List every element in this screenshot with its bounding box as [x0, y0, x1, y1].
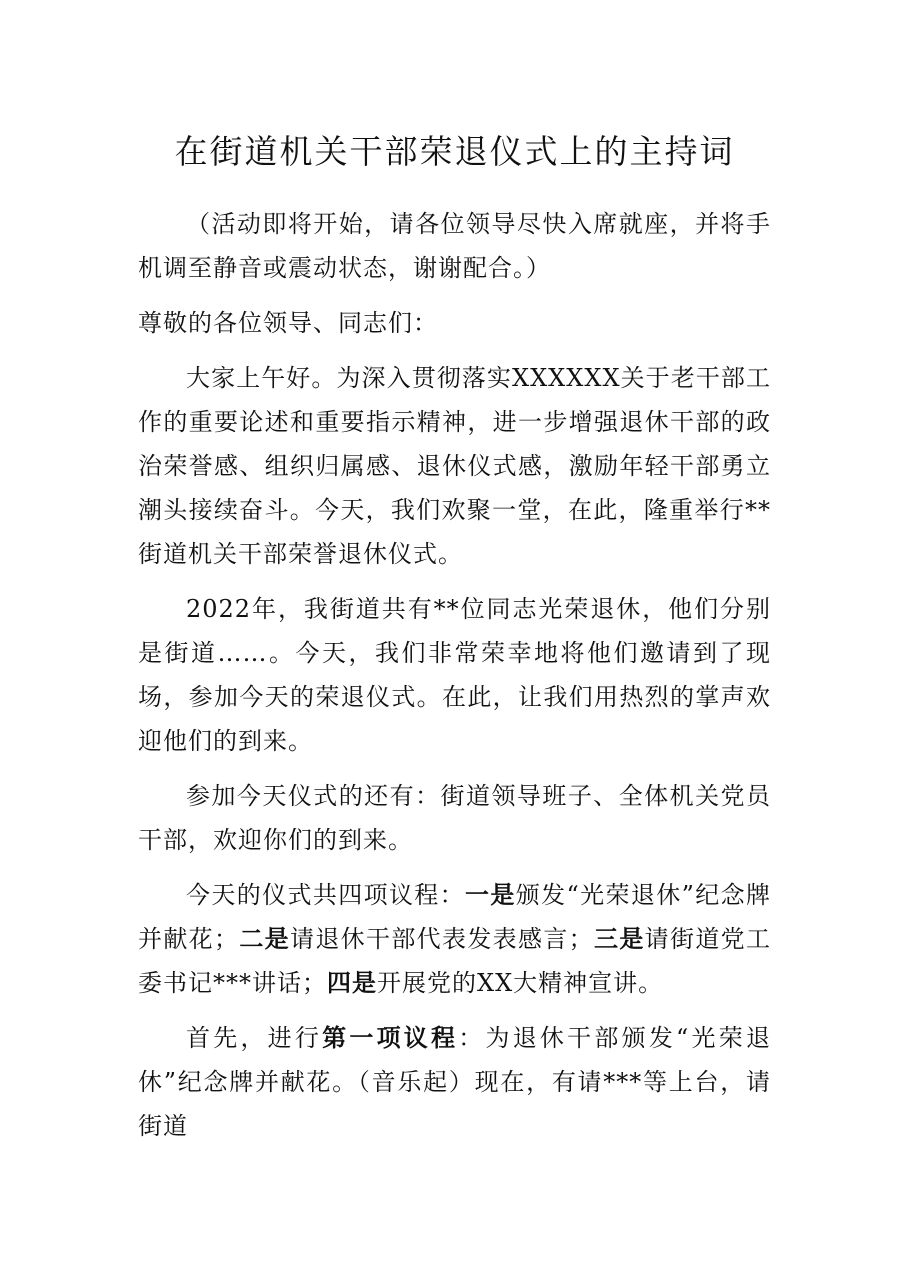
first-item-text: ：为退休干部颁发“光荣退休”纪念牌并献花。（音乐起）现在，有请***等上台，请街道 [138, 1024, 771, 1140]
agenda-item-3-label: 三是 [593, 924, 645, 953]
first-agenda-paragraph [138, 1016, 771, 1148]
agenda-item-3-text: 请街道党工委书记***讲话； [138, 925, 772, 997]
stage-note: （活动即将开始，请各位领导尽快入席就座，并将手机调至静音或震动状态，谢谢配合。） [138, 210, 771, 282]
salutation: 尊敬的各位领导、同志们： [138, 309, 438, 337]
agenda-paragraph [138, 873, 771, 1005]
document-title: 在街道机关干部荣退仪式上的主持词 [174, 132, 735, 171]
opening-paragraph: 大家上午好。为深入贯彻落实XXXXXX关于老干部工作的重要论述和重要指示精神，进一步增强退休干部的政治荣誉感、组织归属感、退休仪式感，激励年轻干部勇立潮头接续奋斗。今天，我们欢聚一堂，在此，隆重举行**街道机关干部荣誉退休仪式。 [138, 364, 771, 568]
agenda-item-1-text: 颁发“光荣退休”纪念牌并献花； [138, 881, 772, 953]
retirees-paragraph: 2022年，我街道共有**位同志光荣退休，他们分别是街道……。今天，我们非常荣幸地将他们邀请到了现场，参加今天的荣退仪式。在此，让我们用热烈的掌声欢迎他们的到来。 [138, 595, 771, 755]
attendees-paragraph: 参加今天仪式的还有：街道领导班子、全体机关党员干部，欢迎你们的到来。 [138, 782, 771, 854]
first-item-label: 第一项议程 [322, 1023, 459, 1052]
first-item-prefix: 首先，进行 [186, 1024, 323, 1052]
agenda-item-2-label: 二是 [239, 924, 290, 953]
agenda-item-1-label: 一是 [465, 880, 516, 909]
agenda-item-2-text: 请退休干部代表发表感言； [290, 925, 594, 953]
agenda-item-4-label: 四是 [327, 968, 377, 997]
agenda-intro: 今天的仪式共四项议程： [186, 881, 466, 909]
agenda-item-4-text: 开展党的XX大精神宣讲。 [377, 969, 664, 997]
